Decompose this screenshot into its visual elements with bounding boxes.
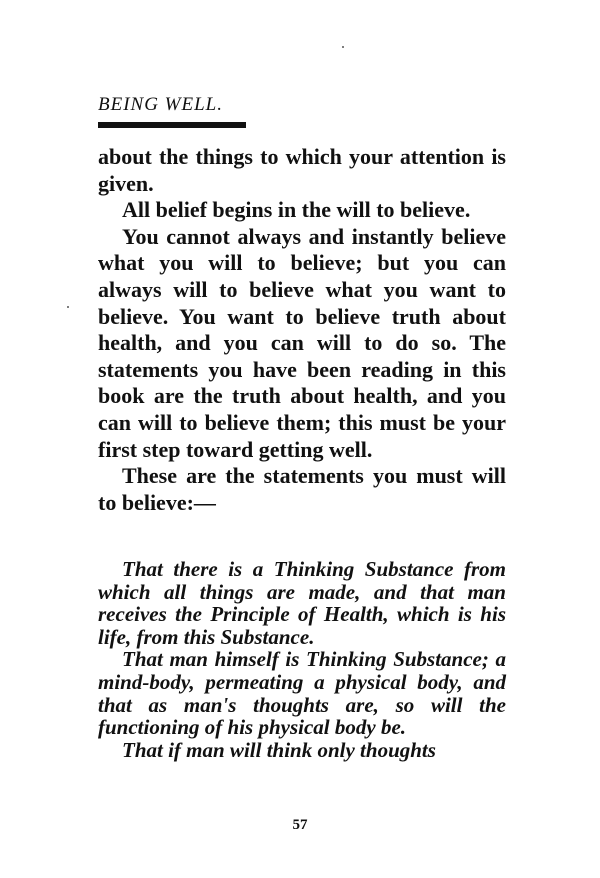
statement: That man himself is Thinking Substance; a mind-body, permeating a physical body, and that as man's thoughts are, so will the functioning of his physical body be. xyxy=(98,647,506,740)
paragraph: These are the statements you must will to believe:— xyxy=(98,463,506,515)
page-header xyxy=(98,93,248,128)
statement: That there is a Thinking Substance from which all things are made, and that man receives the Principle of Health, which is his life, from this Substance. xyxy=(98,557,506,649)
page-number: 57 xyxy=(292,817,308,833)
print-speck xyxy=(67,306,69,308)
print-speck xyxy=(342,46,344,48)
paragraph: about the things to which your attention is given. xyxy=(98,144,506,196)
statements-list xyxy=(98,558,506,761)
paragraph: You cannot always and instantly believe what you will to believe; but you can always will to believe what you want to believe. You want to believe truth about health, and you can will to do so. The statements you have been reading in this book are the truth about health, and you can will to believe them; this must be your first step toward getting well. xyxy=(98,223,506,462)
body-text xyxy=(98,144,506,516)
header-rule xyxy=(98,122,246,128)
statement: That if man will think only thoughts xyxy=(122,737,436,762)
running-head: BEING WELL. xyxy=(98,94,223,115)
paragraph: All belief begins in the will to believe. xyxy=(122,197,471,223)
